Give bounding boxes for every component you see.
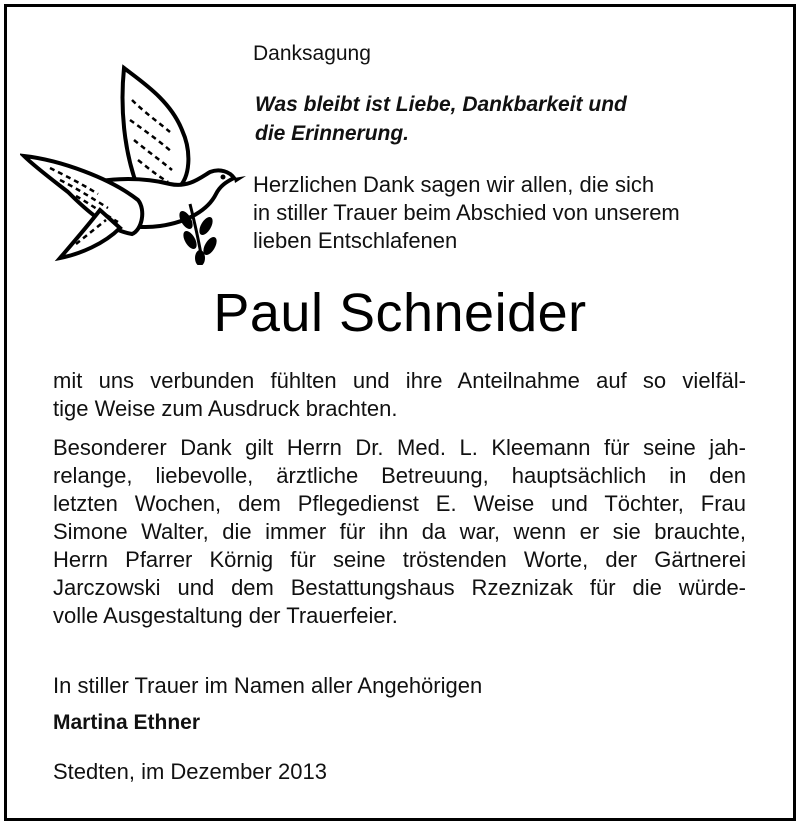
signature: Martina Ethner <box>53 711 201 734</box>
quote-line-1: Was bleibt ist Liebe, Dankbarkeit und <box>255 93 627 116</box>
intro-line-2: in stiller Trauer beim Abschied von unserem <box>253 200 680 225</box>
paragraph1-line-1: mit uns verbunden fühlten und ihre Anteilnahme auf so vielfäl- <box>53 368 746 393</box>
paragraph2-line-2: relange, liebevolle, ärztliche Betreuung, hauptsächlich in den <box>53 463 746 488</box>
paragraph2-line-1: Besonderer Dank gilt Herrn Dr. Med. L. Kleemann für seine jah- <box>53 435 746 460</box>
intro-line-1: Herzlichen Dank sagen wir allen, die sich <box>253 172 655 197</box>
paragraph2-line-4: Simone Walter, die immer für ihn da war, wenn er sie brauchte, <box>53 519 746 544</box>
paragraph1-line-2: tige Weise zum Ausdruck brachten. <box>53 396 398 421</box>
paragraph2-line-7: volle Ausgestaltung der Trauerfeier. <box>53 603 398 628</box>
paragraph2-line-5: Herrn Pfarrer Körnig für seine tröstenden Worte, der Gärtnerei <box>53 547 746 572</box>
notice-title: Danksagung <box>253 42 371 65</box>
deceased-name: Paul Schneider <box>213 283 587 343</box>
quote-line-2: die Erinnerung. <box>255 122 410 145</box>
place-date: Stedten, im Dezember 2013 <box>53 759 327 784</box>
closing-line: In stiller Trauer im Namen aller Angehörigen <box>53 673 483 698</box>
paragraph2-line-3: letzten Wochen, dem Pflegedienst E. Weise und Töchter, Frau <box>53 491 746 516</box>
dove-with-olive-branch-icon <box>20 60 248 265</box>
intro-line-3: lieben Entschlafenen <box>253 228 458 253</box>
paragraph2-line-6: Jarczowski und dem Bestattungshaus Rzeznizak für die würde- <box>53 575 746 600</box>
